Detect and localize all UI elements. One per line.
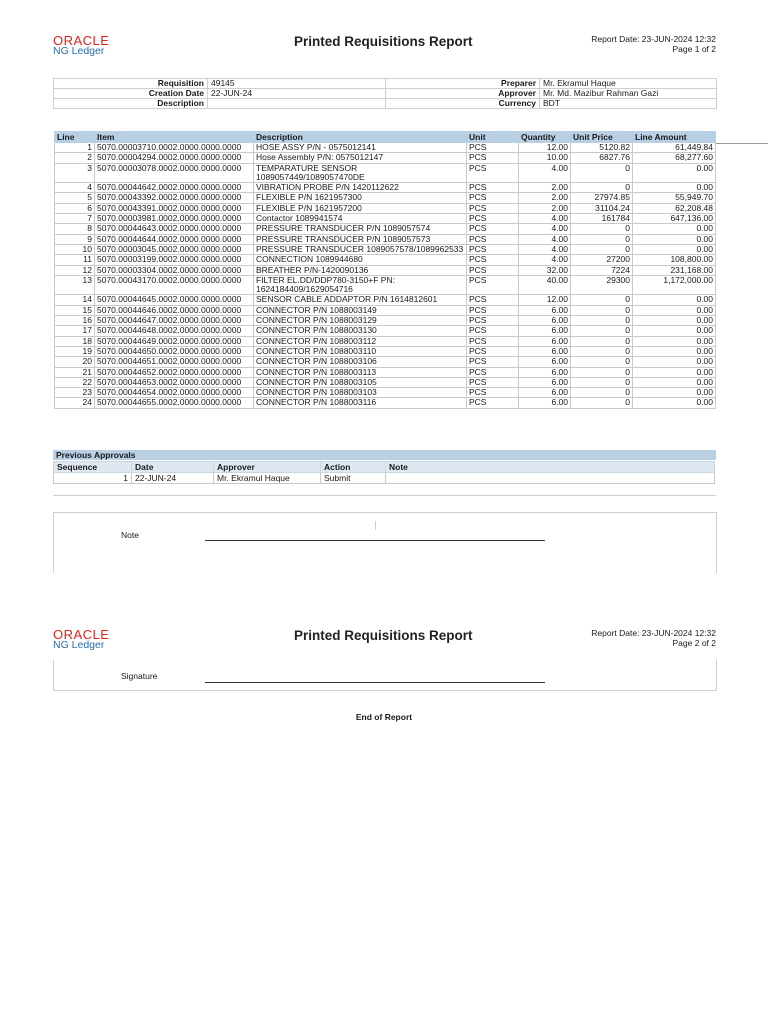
line-description: PRESSURE TRANSDUCER P/N 1089057573 bbox=[254, 234, 467, 244]
line-unit: PCS bbox=[467, 163, 519, 183]
line-quantity: 4.00 bbox=[519, 224, 571, 234]
table-row bbox=[55, 357, 716, 367]
margin-line bbox=[716, 143, 768, 144]
report-date: Report Date: 23-JUN-2024 12:32 bbox=[591, 34, 716, 44]
line-item: 5070.00003304.0002.0000.0000.0000 bbox=[95, 265, 254, 275]
line-unit-price: 0 bbox=[571, 398, 633, 408]
table-row bbox=[55, 153, 716, 163]
line-unit-price: 0 bbox=[571, 346, 633, 356]
note-box bbox=[53, 512, 717, 573]
line-number: 11 bbox=[55, 255, 95, 265]
line-item: 5070.00044649.0002.0000.0000.0000 bbox=[95, 336, 254, 346]
preparer-value: Mr. Ekramul Haque bbox=[540, 79, 717, 89]
line-unit: PCS bbox=[467, 244, 519, 254]
oracle-logo: ORACLE bbox=[53, 627, 110, 642]
line-quantity: 6.00 bbox=[519, 377, 571, 387]
line-unit-price: 0 bbox=[571, 163, 633, 183]
table-row bbox=[55, 244, 716, 254]
line-unit: PCS bbox=[467, 316, 519, 326]
line-amount: 647,136.00 bbox=[633, 214, 716, 224]
col-action: Action bbox=[321, 462, 386, 473]
line-unit: PCS bbox=[467, 275, 519, 295]
table-row bbox=[55, 377, 716, 387]
approvals-header-row bbox=[54, 462, 715, 473]
signature-line[interactable] bbox=[205, 682, 545, 683]
line-quantity: 6.00 bbox=[519, 305, 571, 315]
line-amount: 0.00 bbox=[633, 234, 716, 244]
col-unit: Unit bbox=[467, 132, 519, 143]
line-item: 5070.00044650.0002.0000.0000.0000 bbox=[95, 346, 254, 356]
line-amount: 62,208.48 bbox=[633, 203, 716, 213]
line-number: 7 bbox=[55, 214, 95, 224]
line-number: 16 bbox=[55, 316, 95, 326]
creation-date-label: Creation Date bbox=[54, 89, 208, 99]
table-row bbox=[55, 234, 716, 244]
line-amount: 61,449.84 bbox=[633, 143, 716, 153]
note-tick bbox=[375, 521, 376, 530]
line-item: 5070.00044644.0002.0000.0000.0000 bbox=[95, 234, 254, 244]
line-description: PRESSURE TRANSDUCER 1089057578/1089962533 bbox=[254, 244, 467, 254]
line-unit: PCS bbox=[467, 153, 519, 163]
line-item: 5070.00044655.0002.0000.0000.0000 bbox=[95, 398, 254, 408]
line-quantity: 6.00 bbox=[519, 357, 571, 367]
line-item: 5070.00003981.0002.0000.0000.0000 bbox=[95, 214, 254, 224]
line-description: CONNECTOR P/N 1088003129 bbox=[254, 316, 467, 326]
ledger-name: NG Ledger bbox=[53, 639, 105, 651]
line-quantity: 6.00 bbox=[519, 388, 571, 398]
line-unit: PCS bbox=[467, 388, 519, 398]
line-number: 15 bbox=[55, 305, 95, 315]
line-amount: 1,172,000.00 bbox=[633, 275, 716, 295]
approver-label: Approver bbox=[386, 89, 540, 99]
table-row bbox=[54, 473, 715, 484]
line-quantity: 10.00 bbox=[519, 153, 571, 163]
line-item: 5070.00044648.0002.0000.0000.0000 bbox=[95, 326, 254, 336]
line-quantity: 12.00 bbox=[519, 143, 571, 153]
line-description: FILTER EL.DD/DDP780-3150+F PN: 1624184409/1629054716 bbox=[254, 275, 467, 295]
note-line[interactable] bbox=[205, 540, 545, 541]
line-unit-price: 0 bbox=[571, 377, 633, 387]
line-unit-price: 27974.85 bbox=[571, 193, 633, 203]
table-row bbox=[55, 367, 716, 377]
approval-note bbox=[386, 473, 715, 484]
line-unit-price: 0 bbox=[571, 305, 633, 315]
line-amount: 231,168.00 bbox=[633, 265, 716, 275]
line-unit: PCS bbox=[467, 203, 519, 213]
end-of-report: End of Report bbox=[355, 712, 413, 722]
table-row bbox=[55, 336, 716, 346]
line-item: 5070.00044651.0002.0000.0000.0000 bbox=[95, 357, 254, 367]
line-description: PRESSURE TRANSDUCER P/N 1089057574 bbox=[254, 224, 467, 234]
approvals-title: Previous Approvals bbox=[53, 450, 716, 460]
table-row bbox=[55, 163, 716, 183]
line-number: 19 bbox=[55, 346, 95, 356]
table-row bbox=[55, 214, 716, 224]
line-item: 5070.00003710.0002.0000.0000.0000 bbox=[95, 143, 254, 153]
line-quantity: 6.00 bbox=[519, 326, 571, 336]
line-description: Contactor 1089941574 bbox=[254, 214, 467, 224]
line-item: 5070.00044653.0002.0000.0000.0000 bbox=[95, 377, 254, 387]
line-quantity: 6.00 bbox=[519, 398, 571, 408]
line-amount: 108,800.00 bbox=[633, 255, 716, 265]
line-item: 5070.00044646.0002.0000.0000.0000 bbox=[95, 305, 254, 315]
line-amount: 0.00 bbox=[633, 183, 716, 193]
line-quantity: 2.00 bbox=[519, 203, 571, 213]
line-number: 8 bbox=[55, 224, 95, 234]
line-number: 24 bbox=[55, 398, 95, 408]
line-unit-price: 0 bbox=[571, 295, 633, 305]
line-unit-price: 161784 bbox=[571, 214, 633, 224]
line-unit-price: 5120.82 bbox=[571, 143, 633, 153]
line-unit: PCS bbox=[467, 367, 519, 377]
table-row bbox=[55, 183, 716, 193]
lines-header-row bbox=[55, 132, 716, 143]
line-description: CONNECTOR P/N 1088003105 bbox=[254, 377, 467, 387]
line-description: TEMPARATURE SENSOR 1089057449/1089057470DE bbox=[254, 163, 467, 183]
col-unit-price: Unit Price bbox=[571, 132, 633, 143]
line-number: 13 bbox=[55, 275, 95, 295]
line-unit-price: 7224 bbox=[571, 265, 633, 275]
line-item: 5070.00044647.0002.0000.0000.0000 bbox=[95, 316, 254, 326]
col-note: Note bbox=[386, 462, 715, 473]
line-unit: PCS bbox=[467, 305, 519, 315]
currency-value: BDT bbox=[540, 99, 717, 109]
line-number: 22 bbox=[55, 377, 95, 387]
approval-action: Submit bbox=[321, 473, 386, 484]
line-description: CONNECTOR P/N 1088003110 bbox=[254, 346, 467, 356]
line-unit-price: 0 bbox=[571, 183, 633, 193]
line-number: 4 bbox=[55, 183, 95, 193]
table-row bbox=[55, 143, 716, 153]
line-quantity: 6.00 bbox=[519, 336, 571, 346]
line-number: 5 bbox=[55, 193, 95, 203]
line-description: CONNECTION 1089944680 bbox=[254, 255, 467, 265]
line-number: 2 bbox=[55, 153, 95, 163]
report-meta bbox=[591, 34, 716, 54]
col-date: Date bbox=[132, 462, 214, 473]
lines-body bbox=[55, 143, 716, 409]
line-amount: 0.00 bbox=[633, 336, 716, 346]
line-unit: PCS bbox=[467, 346, 519, 356]
line-quantity: 4.00 bbox=[519, 163, 571, 183]
line-unit-price: 29300 bbox=[571, 275, 633, 295]
line-unit: PCS bbox=[467, 224, 519, 234]
requisition-header bbox=[53, 78, 717, 109]
line-number: 14 bbox=[55, 295, 95, 305]
line-unit: PCS bbox=[467, 265, 519, 275]
line-unit-price: 0 bbox=[571, 357, 633, 367]
line-number: 9 bbox=[55, 234, 95, 244]
table-row bbox=[55, 193, 716, 203]
line-number: 3 bbox=[55, 163, 95, 183]
line-number: 17 bbox=[55, 326, 95, 336]
table-row bbox=[55, 346, 716, 356]
line-unit: PCS bbox=[467, 193, 519, 203]
line-quantity: 12.00 bbox=[519, 295, 571, 305]
note-label: Note bbox=[121, 530, 139, 540]
line-quantity: 4.00 bbox=[519, 214, 571, 224]
line-amount: 0.00 bbox=[633, 398, 716, 408]
line-unit-price: 0 bbox=[571, 367, 633, 377]
line-quantity: 4.00 bbox=[519, 255, 571, 265]
line-quantity: 2.00 bbox=[519, 193, 571, 203]
line-item: 5070.00003199.0002.0000.0000.0000 bbox=[95, 255, 254, 265]
line-quantity: 40.00 bbox=[519, 275, 571, 295]
currency-label: Currency bbox=[386, 99, 540, 109]
line-description: CONNECTOR P/N 1088003149 bbox=[254, 305, 467, 315]
line-amount: 0.00 bbox=[633, 388, 716, 398]
lines-table bbox=[54, 131, 716, 409]
line-unit: PCS bbox=[467, 143, 519, 153]
line-number: 20 bbox=[55, 357, 95, 367]
table-row bbox=[55, 255, 716, 265]
col-line: Line bbox=[55, 132, 95, 143]
table-row bbox=[55, 203, 716, 213]
line-item: 5070.00044654.0002.0000.0000.0000 bbox=[95, 388, 254, 398]
approver-value: Mr. Md. Mazibur Rahman Gazi bbox=[540, 89, 717, 99]
page-number: Page 1 of 2 bbox=[672, 44, 716, 54]
line-amount: 0.00 bbox=[633, 357, 716, 367]
report-meta bbox=[591, 628, 716, 648]
line-amount: 0.00 bbox=[633, 316, 716, 326]
signature-label: Signature bbox=[121, 671, 158, 681]
line-unit: PCS bbox=[467, 377, 519, 387]
line-unit: PCS bbox=[467, 398, 519, 408]
table-row bbox=[55, 305, 716, 315]
approval-date: 22-JUN-24 bbox=[132, 473, 214, 484]
ledger-name: NG Ledger bbox=[53, 45, 105, 57]
col-description: Description bbox=[254, 132, 467, 143]
line-amount: 0.00 bbox=[633, 305, 716, 315]
line-description: CONNECTOR P/N 1088003103 bbox=[254, 388, 467, 398]
line-number: 6 bbox=[55, 203, 95, 213]
line-description: HOSE ASSY P/N - 0575012141 bbox=[254, 143, 467, 153]
line-description: CONNECTOR P/N 1088003130 bbox=[254, 326, 467, 336]
line-item: 5070.00044643.0002.0000.0000.0000 bbox=[95, 224, 254, 234]
line-unit: PCS bbox=[467, 255, 519, 265]
line-description: VIBRATION PROBE P/N 1420112622 bbox=[254, 183, 467, 193]
line-unit: PCS bbox=[467, 336, 519, 346]
line-item: 5070.00044642.0002.0000.0000.0000 bbox=[95, 183, 254, 193]
line-unit-price: 0 bbox=[571, 316, 633, 326]
line-description: CONNECTOR P/N 1088003116 bbox=[254, 398, 467, 408]
line-number: 21 bbox=[55, 367, 95, 377]
line-unit: PCS bbox=[467, 234, 519, 244]
line-amount: 0.00 bbox=[633, 295, 716, 305]
line-unit-price: 0 bbox=[571, 244, 633, 254]
line-amount: 0.00 bbox=[633, 224, 716, 234]
table-row bbox=[55, 398, 716, 408]
approval-approver: Mr. Ekramul Haque bbox=[214, 473, 321, 484]
line-quantity: 6.00 bbox=[519, 316, 571, 326]
line-number: 1 bbox=[55, 143, 95, 153]
col-approver: Approver bbox=[214, 462, 321, 473]
line-amount: 0.00 bbox=[633, 244, 716, 254]
table-row bbox=[55, 295, 716, 305]
approvals-table bbox=[53, 461, 715, 484]
line-quantity: 6.00 bbox=[519, 346, 571, 356]
line-description: CONNECTOR P/N 1088003106 bbox=[254, 357, 467, 367]
line-number: 12 bbox=[55, 265, 95, 275]
page-title: Printed Requisitions Report bbox=[294, 34, 473, 49]
line-unit-price: 0 bbox=[571, 224, 633, 234]
line-unit-price: 27200 bbox=[571, 255, 633, 265]
line-description: BREATHER P/N-1420090136 bbox=[254, 265, 467, 275]
line-number: 10 bbox=[55, 244, 95, 254]
col-line-amount: Line Amount bbox=[633, 132, 716, 143]
col-item: Item bbox=[95, 132, 254, 143]
line-number: 23 bbox=[55, 388, 95, 398]
line-amount: 0.00 bbox=[633, 346, 716, 356]
report-date: Report Date: 23-JUN-2024 12:32 bbox=[591, 628, 716, 638]
line-amount: 0.00 bbox=[633, 326, 716, 336]
line-description: FLEXIBLE P/N 1621957200 bbox=[254, 203, 467, 213]
approval-sequence: 1 bbox=[54, 473, 132, 484]
divider bbox=[53, 495, 716, 496]
preparer-label: Preparer bbox=[386, 79, 540, 89]
line-quantity: 4.00 bbox=[519, 244, 571, 254]
line-amount: 55,949.70 bbox=[633, 193, 716, 203]
line-unit-price: 0 bbox=[571, 336, 633, 346]
line-amount: 0.00 bbox=[633, 367, 716, 377]
requisition-value: 49145 bbox=[208, 79, 386, 89]
line-amount: 68,277.60 bbox=[633, 153, 716, 163]
line-amount: 0.00 bbox=[633, 377, 716, 387]
line-unit-price: 0 bbox=[571, 326, 633, 336]
line-description: Hose Assembly P/N: 0575012147 bbox=[254, 153, 467, 163]
col-quantity: Quantity bbox=[519, 132, 571, 143]
line-unit: PCS bbox=[467, 357, 519, 367]
line-quantity: 32.00 bbox=[519, 265, 571, 275]
line-item: 5070.00043170.0002.0000.0000.0000 bbox=[95, 275, 254, 295]
requisition-label: Requisition bbox=[54, 79, 208, 89]
page-number: Page 2 of 2 bbox=[672, 638, 716, 648]
line-item: 5070.00004294.0002.0000.0000.0000 bbox=[95, 153, 254, 163]
line-description: CONNECTOR P/N 1088003113 bbox=[254, 367, 467, 377]
oracle-logo: ORACLE bbox=[53, 33, 110, 48]
line-description: CONNECTOR P/N 1088003112 bbox=[254, 336, 467, 346]
description-value bbox=[208, 99, 386, 109]
line-description: SENSOR CABLE ADDAPTOR P/N 1614812601 bbox=[254, 295, 467, 305]
description-label: Description bbox=[54, 99, 208, 109]
table-row bbox=[55, 326, 716, 336]
line-number: 18 bbox=[55, 336, 95, 346]
line-unit-price: 0 bbox=[571, 388, 633, 398]
line-item: 5070.00044652.0002.0000.0000.0000 bbox=[95, 367, 254, 377]
table-row bbox=[55, 265, 716, 275]
line-item: 5070.00044645.0002.0000.0000.0000 bbox=[95, 295, 254, 305]
line-amount: 0.00 bbox=[633, 163, 716, 183]
line-description: FLEXIBLE P/N 1621957300 bbox=[254, 193, 467, 203]
page-title: Printed Requisitions Report bbox=[294, 628, 473, 643]
line-quantity: 6.00 bbox=[519, 367, 571, 377]
line-item: 5070.00043392.0002.0000.0000.0000 bbox=[95, 193, 254, 203]
line-quantity: 2.00 bbox=[519, 183, 571, 193]
line-item: 5070.00003045.0002.0000.0000.0000 bbox=[95, 244, 254, 254]
table-row bbox=[55, 224, 716, 234]
line-unit-price: 6827.76 bbox=[571, 153, 633, 163]
table-row bbox=[55, 388, 716, 398]
table-row bbox=[55, 316, 716, 326]
line-item: 5070.00003078.0002.0000.0000.0000 bbox=[95, 163, 254, 183]
creation-date-value: 22-JUN-24 bbox=[208, 89, 386, 99]
table-row bbox=[55, 275, 716, 295]
line-unit-price: 0 bbox=[571, 234, 633, 244]
line-unit-price: 31104.24 bbox=[571, 203, 633, 213]
line-unit: PCS bbox=[467, 326, 519, 336]
line-unit: PCS bbox=[467, 183, 519, 193]
line-item: 5070.00043391.0002.0000.0000.0000 bbox=[95, 203, 254, 213]
col-sequence: Sequence bbox=[54, 462, 132, 473]
line-quantity: 4.00 bbox=[519, 234, 571, 244]
line-unit: PCS bbox=[467, 214, 519, 224]
line-unit: PCS bbox=[467, 295, 519, 305]
